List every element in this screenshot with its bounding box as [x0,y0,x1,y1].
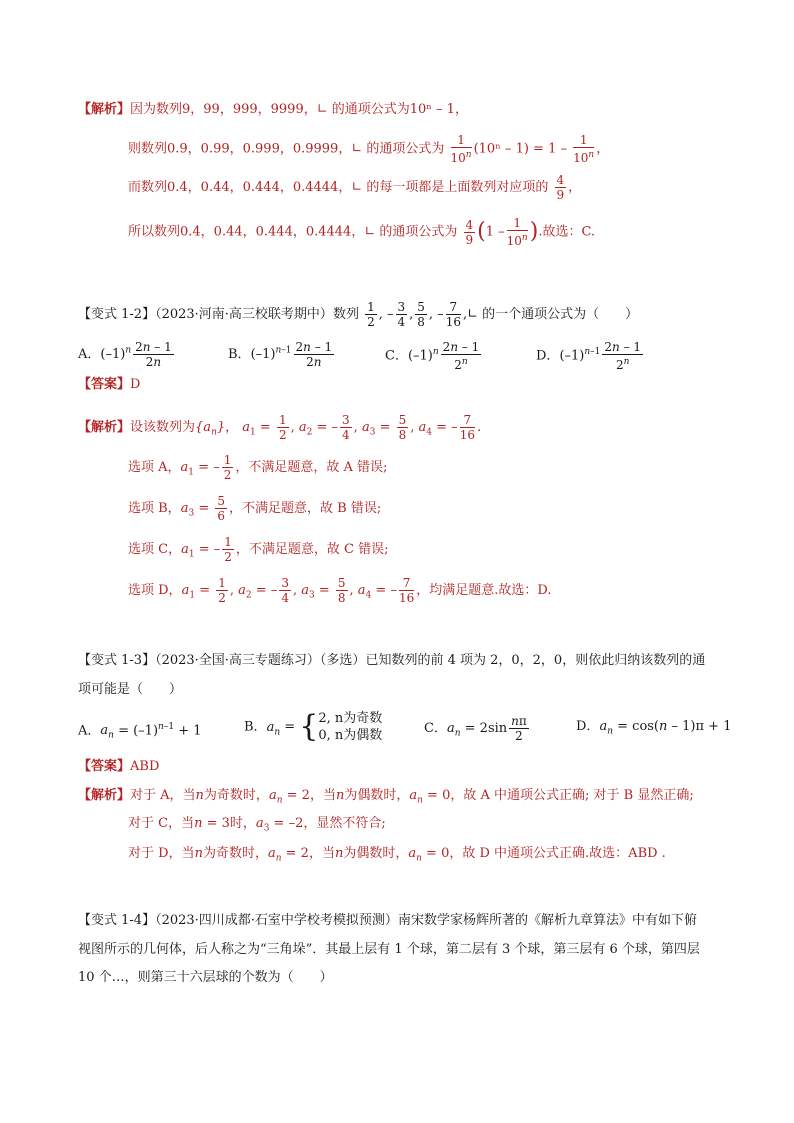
fraction: $\frac{2n - 1}{2n}$ [295,340,333,369]
answer-tag: 【答案】 [78,377,131,392]
fraction: $\frac{2n - 1}{2n}$ [135,340,172,369]
solution-line-1 [78,101,468,119]
question-source: （2023·四川成都·石室中学校考模拟预测） [155,913,398,928]
option-label: A． [78,723,101,739]
solution-text: 选项 A， [128,460,181,475]
solution-1-3-line-2: 对于 C，当n = 3时，$a_3 = -2$，显然不符合; [128,816,386,834]
solution-line-4: 所以数列0.4，0.44，0.444，0.4444，∟ 的通项公式为 $\frac{4}{9}$ (1 – $\frac{1}{10^n}$ ).故选：C. [128,216,596,248]
solution-1-2-line-1: 【解析】设该数列为$\{a_n\}$， $a_1$ = $\frac{1}{2}$ , $a_2$ = – $\frac{3}{4}$ , $a_3$ = $\frac{5}{8}$ , $a_4$ = – $\frac{7}{16}$ . [78,413,482,442]
solution-text: 为偶数时， [343,846,409,861]
option-c[interactable]: C．$(-1)^n$ $\frac{2n - 1}{2^n}$ [385,340,480,372]
question-source: （2023·河南·高三校联考期中） [155,307,333,322]
solution-text: 选项 B， [128,501,181,516]
solution-text: 对于 C，当 [128,816,195,831]
solution-1-2-option-d: 选项 D，$a_1$ = $\frac{1}{2}$ , $a_2$ = – $\frac{3}{4}$ , $a_3$ = $\frac{5}{8}$ , $a_4$ = – $\frac{7}{16}$ ，均满足题意.故选：D. [128,576,552,605]
solution-line-3: 而数列0.4，0.44，0.444，0.4444，∟ 的每一项都是上面数列对应项的 $\frac{4}{9}$ ， [128,173,582,202]
solution-text: ，不满足题意，故 A 错误; [235,460,388,475]
fraction: $\frac{1}{2}$ [218,576,226,605]
option-b[interactable]: B．$a_n = \{2$, n为奇数 0, n为偶数 [244,709,383,744]
option-d[interactable]: D．$a_n = \cos(n - 1)\pi + 1$ [576,719,732,737]
answer-value: D [130,377,141,392]
solution-text: ，显然不符合; [303,816,386,831]
question-1-2-stem: 【变式 1-2】（2023·河南·高三校联考期中）数列 $\frac{1}{2}$ , – $\frac{3}{4}$ , $\frac{5}{8}$ , – $\frac{7}{16}$ ,∟ 的一个通项公式为（ ） [78,300,639,329]
solution-text: ，均满足题意.故选：D. [416,583,552,598]
question-text: 南宋数学家杨辉所著的《解析九章算法》中有如下俯 [397,913,697,928]
answer-value: ABD [130,759,160,774]
case-even: 0, n为偶数 [318,728,383,743]
question-1-4-line-2: 视图所示的几何体，后人称之为“三角垛”．其最上层有 1 个球，第二层有 3 个球，第三层有 6 个球，第四层 [78,942,700,957]
analysis-tag: 【解析】 [78,420,131,435]
solution-text: ，故 D 中通项公式正确.故选：ABD . [449,846,666,861]
solution-text: 设该数列为 [130,420,196,435]
question-text: 已知数列的前 4 项为 2，0，2，0，则依此归纳该数列的通 [365,653,706,668]
option-label: C． [424,721,447,736]
fraction: $\frac{1}{2}$ [278,413,287,442]
solution-text: ，故 A 中通项公式正确; 对于 B 显然正确; [450,788,694,803]
fraction: $\frac{4}{9}$ [465,217,474,247]
fraction: $\frac{2n - 1}{2^n}$ [604,340,642,372]
question-1-3-stem-line-1 [78,652,705,670]
solution-text: 因为数列9，99，999，9999，∟ 的通项公式为10ⁿ – 1， [130,102,468,117]
option-a[interactable]: A．$a_n = (-1)^{n-1} + 1$ [78,722,202,741]
case-odd: 2, n为奇数 [318,711,383,726]
fraction: $\frac{5}{8}$ [398,413,407,442]
solution-text: 而数列0.4，0.44，0.444，0.4444，∟ 的每一项都是上面数列对应项的 [128,180,549,195]
option-label: B． [244,719,267,735]
analysis-tag: 【解析】 [78,788,131,803]
option-label: B． [228,347,251,362]
solution-text: 选项 D， [128,583,182,598]
question-source: （2023·全国·高三专题练习）（多选） [155,653,366,668]
option-label: D． [536,348,560,364]
question-1-4-line-3: 10 个…，则第三十六层球的个数为（ ） [78,970,333,985]
fraction: $\frac{1}{10^n}$ [573,133,595,165]
solution-text: (10ⁿ – 1) = 1 – [473,141,567,157]
fraction: $\frac{7}{16}$ [398,576,415,605]
fraction: $\frac{1}{2}$ [223,453,232,482]
fraction: $\frac{5}{6}$ [217,494,225,523]
variant-tag: 【变式 1-4】 [78,913,156,928]
solution-text: 为奇数时， [203,788,269,803]
question-text: 的一个通项公式为（ ） [482,307,639,322]
solution-text: 为偶数时， [344,788,410,803]
solution-line-2: 则数列0.9，0.99，0.999，0.9999，∟ 的通项公式为 $\frac{1}{10^n}$ (10ⁿ – 1) = 1 – $\frac{1}{10^n}$ ， [128,133,610,165]
solution-text: ，当 [308,846,335,861]
fraction: $\frac{1}{2}$ [224,535,232,564]
solution-text: .故选：C. [538,224,596,240]
solution-text: ，当 [309,788,336,803]
solution-text: 时， [229,816,256,831]
fraction: $\frac{5}{8}$ [417,300,425,329]
solution-text: 选项 C， [128,542,182,557]
question-text: 数列 [332,307,359,322]
option-label: D． [576,719,600,734]
fraction: $\frac{1}{2}$ [367,300,375,329]
fraction: $\frac{3}{4}$ [397,300,406,329]
fraction: $\frac{n\pi}{2}$ [511,714,527,743]
fraction: $\frac{1}{10^n}$ [506,216,528,248]
fraction: $\frac{2n - 1}{2^n}$ [442,340,480,372]
solution-text: ，不满足题意，故 B 错误; [229,501,382,516]
fraction: $\frac{3}{4}$ [281,576,289,605]
solution-1-2-option-a: 选项 A，$a_1$ = – $\frac{1}{2}$ ，不满足题意，故 A 错误; [128,453,388,482]
fraction: $\frac{7}{16}$ [445,300,461,329]
fraction: $\frac{3}{4}$ [342,413,350,442]
answer-1-3 [78,758,159,776]
answer-tag: 【答案】 [78,759,131,774]
fraction: $\frac{5}{8}$ [337,576,346,605]
answer-1-2 [78,376,140,394]
solution-text: 对于 D，当 [128,846,195,861]
option-a[interactable]: A．$(-1)^n$ $\frac{2n - 1}{2n}$ [78,340,172,369]
option-label: A． [78,347,101,362]
fraction: $\frac{4}{9}$ [556,173,565,202]
variant-tag: 【变式 1-3】 [78,653,156,668]
solution-1-2-option-b: 选项 B，$a_3$ = $\frac{5}{6}$ ，不满足题意，故 B 错误; [128,494,382,523]
analysis-tag: 【解析】 [78,102,131,117]
question-1-4-line-1 [78,912,697,930]
option-d[interactable]: D．$(-1)^{n-1}$ $\frac{2n - 1}{2^n}$ [536,340,642,372]
solution-1-3-line-3: 对于 D，当n为奇数时，$a_n = 2$，当n为偶数时，$a_n = 0$，故 D 中通项公式正确.故选：ABD . [128,846,666,864]
solution-text: ，不满足题意，故 C 错误; [235,542,389,557]
solution-1-3-line-1: 【解析】对于 A，当n为奇数时，$a_n = 2$，当n为偶数时，$a_n = 0$，故 A 中通项公式正确; 对于 B 显然正确; [78,788,694,806]
option-c[interactable]: C．$a_n = 2\sin$ $\frac{n\pi}{2}$ [424,714,527,743]
solution-text: 为奇数时， [202,846,268,861]
fraction: $\frac{1}{10^n}$ [450,133,472,165]
solution-text: 对于 A，当 [130,788,196,803]
solution-text: 所以数列0.4，0.44，0.444，0.4444，∟ 的通项公式为 [128,224,458,240]
fraction: $\frac{7}{16}$ [459,413,475,442]
solution-text: 则数列0.9，0.99，0.999，0.9999，∟ 的通项公式为 [128,141,445,157]
question-1-3-stem-line-2: 项可能是（ ） [78,682,183,697]
question-1-3-options [78,709,732,750]
option-label: C． [385,348,408,364]
solution-1-2-option-c: 选项 C，$a_1$ = – $\frac{1}{2}$ ，不满足题意，故 C 错误; [128,535,389,564]
option-b[interactable]: B．$(-1)^{n-1}$ $\frac{2n - 1}{2n}$ [228,340,333,369]
variant-tag: 【变式 1-2】 [78,307,156,322]
